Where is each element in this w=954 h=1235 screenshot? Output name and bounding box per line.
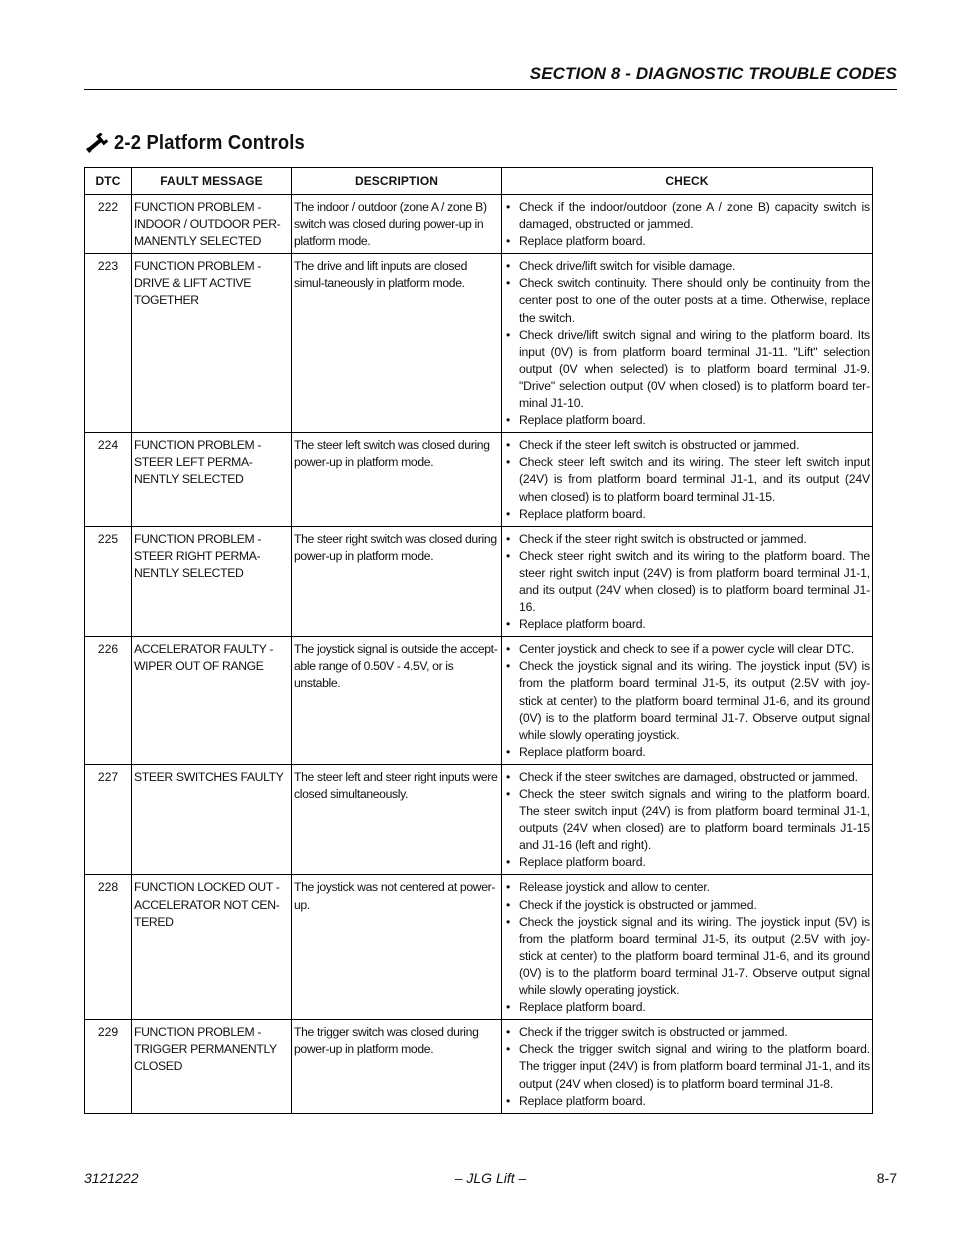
check-list [504,769,870,872]
document-number: 3121222 [84,1170,139,1186]
check-steps [502,526,873,637]
table-header-row [85,168,873,195]
dtc-code: 223 [85,254,132,433]
check-item: • Replace platform board. [504,616,870,633]
fault-message: FUNCTION PROBLEM - STEER LEFT PERMA-NENTLY SELECTED [132,433,292,526]
dtc-code: 224 [85,433,132,526]
fault-message: FUNCTION PROBLEM - TRIGGER PERMANENTLY CLOSED [132,1020,292,1113]
table-row [85,254,873,433]
check-item: • Check the trigger switch signal and wiring to the platform board. The trigger input (24V) is from platform board terminal J1-1, and its output (24V when closed) is to platform board terminal J1-8. [504,1041,870,1092]
fault-message: STEER SWITCHES FAULTY [132,764,292,875]
fault-message: FUNCTION PROBLEM - STEER RIGHT PERMA-NENTLY SELECTED [132,526,292,637]
check-item: • Replace platform board. [504,233,870,250]
check-item: • Check if the trigger switch is obstructed or jammed. [504,1024,870,1041]
check-item: • Check if the steer left switch is obstructed or jammed. [504,437,870,454]
dtc-code: 227 [85,764,132,875]
section-title-block [84,132,322,155]
check-item: • Check the steer switch signals and wiring to the platform board. The steer switch input (24V) is from platform board terminal J1-1, outputs (24V when closed) are to platform board terminals J1-15 and J1-16 (left and right). [504,786,870,854]
check-steps [502,433,873,526]
check-steps [502,195,873,254]
check-list [504,641,870,761]
table-row [85,637,873,765]
check-item: • Replace platform board. [504,412,870,429]
check-list [504,531,870,634]
section-header: SECTION 8 - DIAGNOSTIC TROUBLE CODES [529,64,897,83]
fault-message: FUNCTION PROBLEM - DRIVE & LIFT ACTIVE TOGETHER [132,254,292,433]
check-item: • Replace platform board. [504,1093,870,1110]
check-list [504,199,870,250]
fault-description: The joystick signal is outside the accept-able range of 0.50V - 4.5V, or is unstable. [292,637,502,765]
fault-description: The trigger switch was closed during power-up in platform mode. [292,1020,502,1113]
check-item: • Replace platform board. [504,999,870,1016]
fault-message: ACCELERATOR FAULTY - WIPER OUT OF RANGE [132,637,292,765]
check-list [504,258,870,429]
check-steps [502,637,873,765]
fault-description: The steer right switch was closed during power-up in platform mode. [292,526,502,637]
dtc-code: 229 [85,1020,132,1113]
check-item: • Check steer left switch and its wiring. The steer left switch input (24V) is from platform board terminal J1-1, and its output (24V when closed) is to platform board terminal J1-15. [504,454,870,505]
check-item: • Check if the steer switches are damaged, obstructed or jammed. [504,769,870,786]
fault-description: The steer left and steer right inputs were closed simultaneously. [292,764,502,875]
check-item: • Replace platform board. [504,506,870,523]
dtc-code: 226 [85,637,132,765]
dtc-code: 228 [85,875,132,1020]
check-steps [502,764,873,875]
check-item: • Replace platform board. [504,854,870,871]
check-list [504,1024,870,1109]
check-item: • Check steer right switch and its wiring to the platform board. The steer right switch input (24V) is from platform board terminal J1-1, and its output (24V when closed) is to platform board terminal J1-16. [504,548,870,616]
table-row [85,526,873,637]
fault-description: The drive and lift inputs are closed simul-taneously in platform mode. [292,254,502,433]
fault-description: The indoor / outdoor (zone A / zone B) switch was closed during power-up in platform mode. [292,195,502,254]
check-item: • Check the joystick signal and its wiring. The joystick input (5V) is from the platform board terminal J1-5, its output (2.5V with joy-stick at center) to the platform board terminal J1-6, and its ground (0V) is to the platform board terminal J1-7. Observe output signal while slowly operating joystick. [504,658,870,743]
check-item: • Replace platform board. [504,744,870,761]
check-item: • Check if the indoor/outdoor (zone A / zone B) capacity switch is damaged, obstructed or jammed. [504,199,870,233]
fault-description: The steer left switch was closed during power-up in platform mode. [292,433,502,526]
check-steps [502,1020,873,1113]
check-item: • Check switch continuity. There should only be continuity from the center post to one of the outer posts at a time. Otherwise, replace the switch. [504,275,870,326]
check-list [504,437,870,522]
check-item: • Check if the steer right switch is obstructed or jammed. [504,531,870,548]
check-steps [502,254,873,433]
publisher-name: – JLG Lift – [454,1170,527,1186]
dtc-code: 225 [85,526,132,637]
table-row [85,433,873,526]
table-row [85,195,873,254]
check-item: • Release joystick and allow to center. [504,879,870,896]
check-list [504,879,870,1016]
check-item: • Center joystick and check to see if a power cycle will clear DTC. [504,641,870,658]
check-steps [502,875,873,1020]
header-divider [84,89,897,90]
wrench-icon [84,133,108,155]
fault-description: The joystick was not centered at power-up. [292,875,502,1020]
dtc-code: 222 [85,195,132,254]
page-title: 2-2 Platform Controls [114,132,305,154]
dtc-table [84,167,873,1114]
fault-message: FUNCTION LOCKED OUT - ACCELERATOR NOT CEN-TERED [132,875,292,1020]
fault-message: FUNCTION PROBLEM - INDOOR / OUTDOOR PER-MANENTLY SELECTED [132,195,292,254]
check-item: • Check drive/lift switch signal and wiring to the platform board. Its input (0V) is from platform board terminal J1-11. "Lift" selection output (0V when selected) is to platform board terminal J1-9. "Drive" selection output (0V when closed) is to platform board ter-minal J1-10. [504,327,870,412]
page-number: 8-7 [876,1170,897,1186]
column-header-description: DESCRIPTION [292,168,502,195]
table-row [85,875,873,1020]
check-item: • Check drive/lift switch for visible damage. [504,258,870,275]
check-item: • Check if the joystick is obstructed or jammed. [504,897,870,914]
check-item: • Check the joystick signal and its wiring. The joystick input (5V) is from the platform board terminal J1-5, its output (2.5V with joy-stick at center) to the platform board terminal J1-6, and its ground (0V) is to the platform board terminal J1-7. Observe output signal while slowly operating joystick. [504,914,870,999]
column-header-dtc: DTC [85,168,132,195]
column-header-fault-message: FAULT MESSAGE [132,168,292,195]
table-row [85,1020,873,1113]
column-header-check: CHECK [502,168,873,195]
table-row [85,764,873,875]
